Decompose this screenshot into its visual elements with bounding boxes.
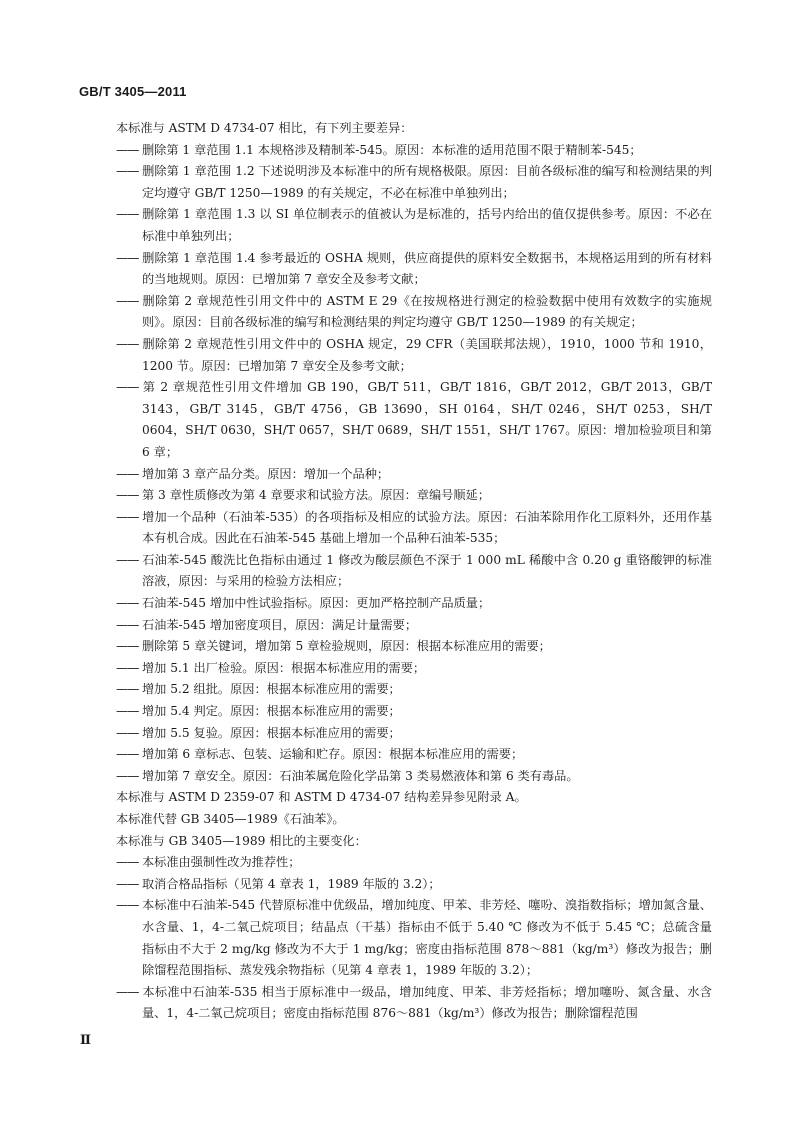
list-item-text: 增加一个品种（石油苯-535）的各项指标及相应的试验方法。原因：石油苯除用作化工原料外，还用作基本有机合成。因此在石油苯-545 基础上增加一个品种石油苯-535；	[142, 509, 712, 546]
list-item-text: 删除第 1 章范围 1.4 参考最近的 OSHA 规则，供应商提供的原料安全数据书，本规格运用到的所有材料的当地规则。原因：已增加第 7 章安全及参考文献；	[142, 250, 712, 287]
list-item-text: 增加 5.2 组批。原因：根据本标准应用的需要；	[142, 682, 401, 697]
list-item-text: 删除第 1 章范围 1.2 下述说明涉及本标准中的所有规格极限。原因：目前各级标准的编写和检测结果的判定均遵守 GB/T 1250—1989 的有关规定，不必在标准中单独列出；	[142, 164, 712, 200]
list-item	[116, 464, 712, 486]
page-number: Ⅱ	[80, 1033, 91, 1048]
list-item	[116, 852, 712, 874]
em-dash-marker: ——	[116, 509, 139, 524]
list-item-text: 取消合格品指标（见第 4 章表 1，1989 年版的 3.2）；	[142, 876, 441, 891]
standard-code-header: GB/T 3405—2011	[79, 84, 187, 99]
list-item	[116, 658, 712, 680]
list-item	[116, 744, 712, 766]
em-dash-marker: ——	[116, 336, 139, 351]
em-dash-marker: ——	[116, 142, 139, 157]
list-item	[116, 507, 712, 550]
list-item	[116, 485, 712, 507]
paragraph: 本标准与 ASTM D 2359-07 和 ASTM D 4734-07 结构差异参见附录 A。	[116, 790, 527, 805]
list-item-text: 石油苯-545 增加中性试验指标。原因：更加严格控制产品质量；	[142, 596, 491, 611]
em-dash-marker: ——	[116, 984, 139, 999]
list-item	[116, 679, 712, 701]
list-item	[116, 140, 712, 162]
em-dash-marker: ——	[116, 164, 139, 179]
em-dash-marker: ——	[116, 725, 139, 740]
list-item	[116, 248, 712, 291]
paragraph: 本标准与 ASTM D 4734-07 相比，有下列主要差异：	[116, 121, 413, 135]
list-item	[116, 550, 712, 593]
list-item	[116, 204, 712, 247]
em-dash-marker: ——	[116, 596, 139, 611]
em-dash-marker: ——	[116, 898, 139, 913]
em-dash-marker: ——	[116, 682, 139, 697]
list-item	[116, 636, 712, 658]
em-dash-marker: ——	[116, 639, 139, 654]
list-item	[116, 161, 712, 204]
em-dash-marker: ——	[116, 876, 139, 891]
em-dash-marker: ——	[116, 207, 139, 222]
em-dash-marker: ——	[116, 552, 139, 567]
em-dash-marker: ——	[116, 488, 139, 503]
em-dash-marker: ——	[116, 250, 139, 265]
list-item-text: 第 3 章性质修改为第 4 章要求和试验方法。原因：章编号顺延；	[142, 488, 490, 503]
em-dash-marker: ——	[116, 617, 139, 632]
list-item-text: 增加第 6 章标志、包装、运输和贮存。原因：根据本标准应用的需要；	[142, 747, 524, 762]
document-body	[116, 118, 712, 1025]
em-dash-marker: ——	[116, 293, 139, 308]
list-item-text: 增加第 3 章产品分类。原因：增加一个品种；	[142, 466, 390, 481]
list-item-text: 本标准中石油苯-535 相当于原标准中一级品，增加纯度、甲苯、非芳烃指标；增加噻吩、氮含量、水含量、1，4-二氧己烷项目；密度由指标范围 876～881（kg/m³）修改为报告；删除馏程范围	[142, 984, 712, 1021]
em-dash-marker: ——	[116, 380, 139, 395]
list-item	[116, 766, 712, 788]
list-item-text: 增加 5.1 出厂检验。原因：根据本标准应用的需要；	[142, 660, 426, 675]
list-item-text: 石油苯-545 增加密度项目，原因：满足计量需要；	[142, 617, 418, 632]
list-item	[116, 377, 712, 463]
list-item-text: 增加 5.5 复验。原因：根据本标准应用的需要；	[142, 725, 401, 740]
list-item-text: 增加第 7 章安全。原因：石油苯属危险化学品第 3 类易燃液体和第 6 类有毒品。	[142, 768, 579, 783]
em-dash-marker: ——	[116, 704, 139, 719]
list-item	[116, 701, 712, 723]
list-item	[116, 982, 712, 1025]
em-dash-marker: ——	[116, 466, 139, 481]
list-item	[116, 291, 712, 334]
list-item-text: 删除第 2 章规范性引用文件中的 ASTM E 29《在按规格进行测定的检验数据中使用有效数字的实施规则》。原因：目前各级标准的编写和检测结果的判定均遵守 GB/T 1250—1989 的有关规定；	[142, 293, 712, 330]
list-item-text: 删除第 1 章范围 1.3 以 SI 单位制表示的值被认为是标准的，括号内给出的值仅提供参考。原因：不必在标准中单独列出；	[142, 207, 712, 243]
list-item-text: 删除第 2 章规范性引用文件中的 OSHA 规定，29 CFR（美国联邦法规），1910，1000 节和 1910，1200 节。原因：已增加第 7 章安全及参考文献；	[142, 336, 712, 373]
list-item-text: 本标准中石油苯-545 代替原标准中优级品，增加纯度、甲苯、非芳烃、噻吩、溴指数指标；增加氮含量、水含量、1，4-二氧己烷项目；结晶点（干基）指标由不低于 5.40 ℃ 修改为不低于 5.45 ℃；总硫含量指标由不大于 2 mg/kg 修改为不大于 1 mg/kg；密度由指标范围 878～881（kg/m³）修改为报告；删除馏程范围指标、蒸发残余物指标（见第 4 章表 1，1989 年版的 3.2）；	[142, 898, 712, 978]
em-dash-marker: ——	[116, 855, 139, 870]
list-item-text: 本标准由强制性改为推荐性；	[142, 855, 301, 870]
list-item-text: 增加 5.4 判定。原因：根据本标准应用的需要；	[142, 704, 401, 719]
list-item-text: 删除第 5 章关键词，增加第 5 章检验规则，原因：根据本标准应用的需要；	[142, 639, 551, 654]
list-item	[116, 874, 712, 896]
em-dash-marker: ——	[116, 747, 139, 762]
list-item-text: 石油苯-545 酸洗比色指标由通过 1 修改为酸层颜色不深于 1 000 mL 稀酸中含 0.20 g 重铬酸钾的标准溶液，原因：与采用的检验方法相应；	[142, 552, 712, 589]
list-item	[116, 593, 712, 615]
list-item	[116, 334, 712, 377]
em-dash-marker: ——	[116, 768, 139, 783]
list-item	[116, 723, 712, 745]
em-dash-marker: ——	[116, 660, 139, 675]
list-item	[116, 895, 712, 981]
list-item-text: 删除第 1 章范围 1.1 本规格涉及精制苯-545。原因：本标准的适用范围不限于精制苯-545；	[142, 142, 642, 157]
paragraph: 本标准与 GB 3405—1989 相比的主要变化：	[116, 833, 367, 848]
paragraph: 本标准代替 GB 3405—1989《石油苯》。	[116, 812, 345, 826]
list-item	[116, 615, 712, 637]
list-item-text: 第 2 章规范性引用文件增加 GB 190，GB/T 511，GB/T 1816，GB/T 2012，GB/T 2013，GB/T 3143，GB/T 3145，GB/T 4756，GB 13690，SH 0164，SH/T 0246，SH/T 0253，SH/T 0604，SH/T 0630，SH/T 0657，SH/T 0689，SH/T 1551，SH/T 1767。原因：增加检验项目和第 6 章；	[142, 380, 712, 459]
